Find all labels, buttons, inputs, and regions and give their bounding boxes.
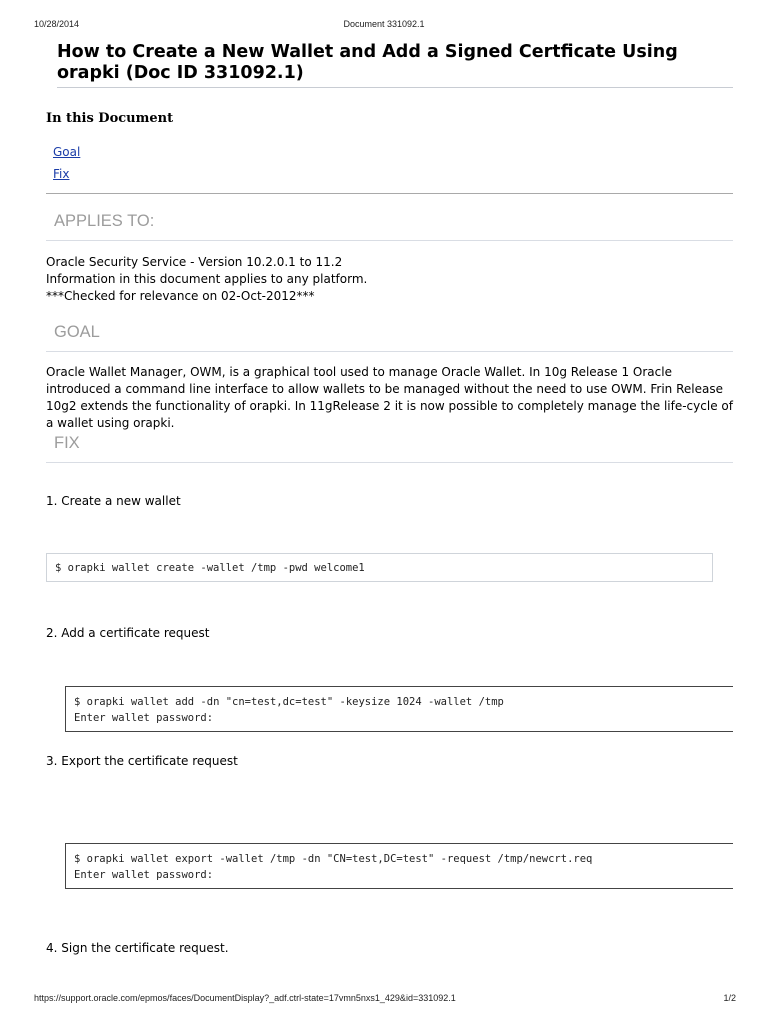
goal-divider (46, 351, 733, 352)
applies-to-divider (46, 240, 733, 241)
code-line: Enter wallet password: (74, 712, 214, 724)
step-label: 3. Export the certificate request (46, 754, 238, 768)
goal-heading: GOAL (54, 323, 100, 341)
step-label: 2. Add a certificate request (46, 626, 210, 640)
print-page-number: 1/2 (723, 993, 736, 1003)
code-line: Enter wallet password: (74, 869, 214, 881)
toc-link-fix[interactable]: Fix (53, 167, 70, 181)
print-footer (0, 993, 768, 1005)
toc-divider (46, 193, 733, 194)
toc-heading: In this Document (46, 111, 174, 126)
print-url: https://support.oracle.com/epmos/faces/DocumentDisplay?_adf.ctrl-state=17vmn5nxs1_429&id=331092.1 (34, 993, 456, 1003)
goal-text: Oracle Wallet Manager, OWM, is a graphical tool used to manage Oracle Wallet. In 10g Release 1 Oracle introduced a command line interface to allow wallets to be managed without the need to use OWM. Frin Release 10g2 extends the functionality of orapki. In 11gRelease 2 it is now possible to completely manage the life-cycle of a wallet using orapki. (46, 365, 733, 430)
code-block (65, 843, 733, 889)
code-block (46, 553, 713, 582)
applies-to-line: Oracle Security Service - Version 10.2.0.1 to 11.2 (46, 255, 343, 269)
code-line: $ orapki wallet create -wallet /tmp -pwd welcome1 (55, 562, 365, 574)
fix-divider (46, 462, 733, 463)
print-doc-name: Document 331092.1 (343, 19, 425, 29)
print-header (0, 19, 768, 31)
document-title: How to Create a New Wallet and Add a Signed Certficate Using orapki (Doc ID 331092.1) (57, 42, 678, 83)
code-line: $ orapki wallet add -dn "cn=test,dc=test" -keysize 1024 -wallet /tmp (74, 696, 504, 708)
applies-to-line: ***Checked for relevance on 02-Oct-2012*** (46, 289, 315, 303)
step-label: 1. Create a new wallet (46, 494, 181, 508)
applies-to-text (46, 254, 736, 305)
applies-to-heading: APPLIES TO: (54, 212, 155, 230)
code-line: $ orapki wallet export -wallet /tmp -dn "CN=test,DC=test" -request /tmp/newcrt.req (74, 853, 593, 865)
code-block (65, 686, 733, 732)
fix-heading: FIX (54, 434, 80, 452)
applies-to-line: Information in this document applies to any platform. (46, 272, 368, 286)
title-divider (57, 87, 733, 88)
toc-link-goal[interactable]: Goal (53, 145, 81, 159)
step-label: 4. Sign the certificate request. (46, 941, 229, 955)
print-date: 10/28/2014 (34, 19, 80, 29)
